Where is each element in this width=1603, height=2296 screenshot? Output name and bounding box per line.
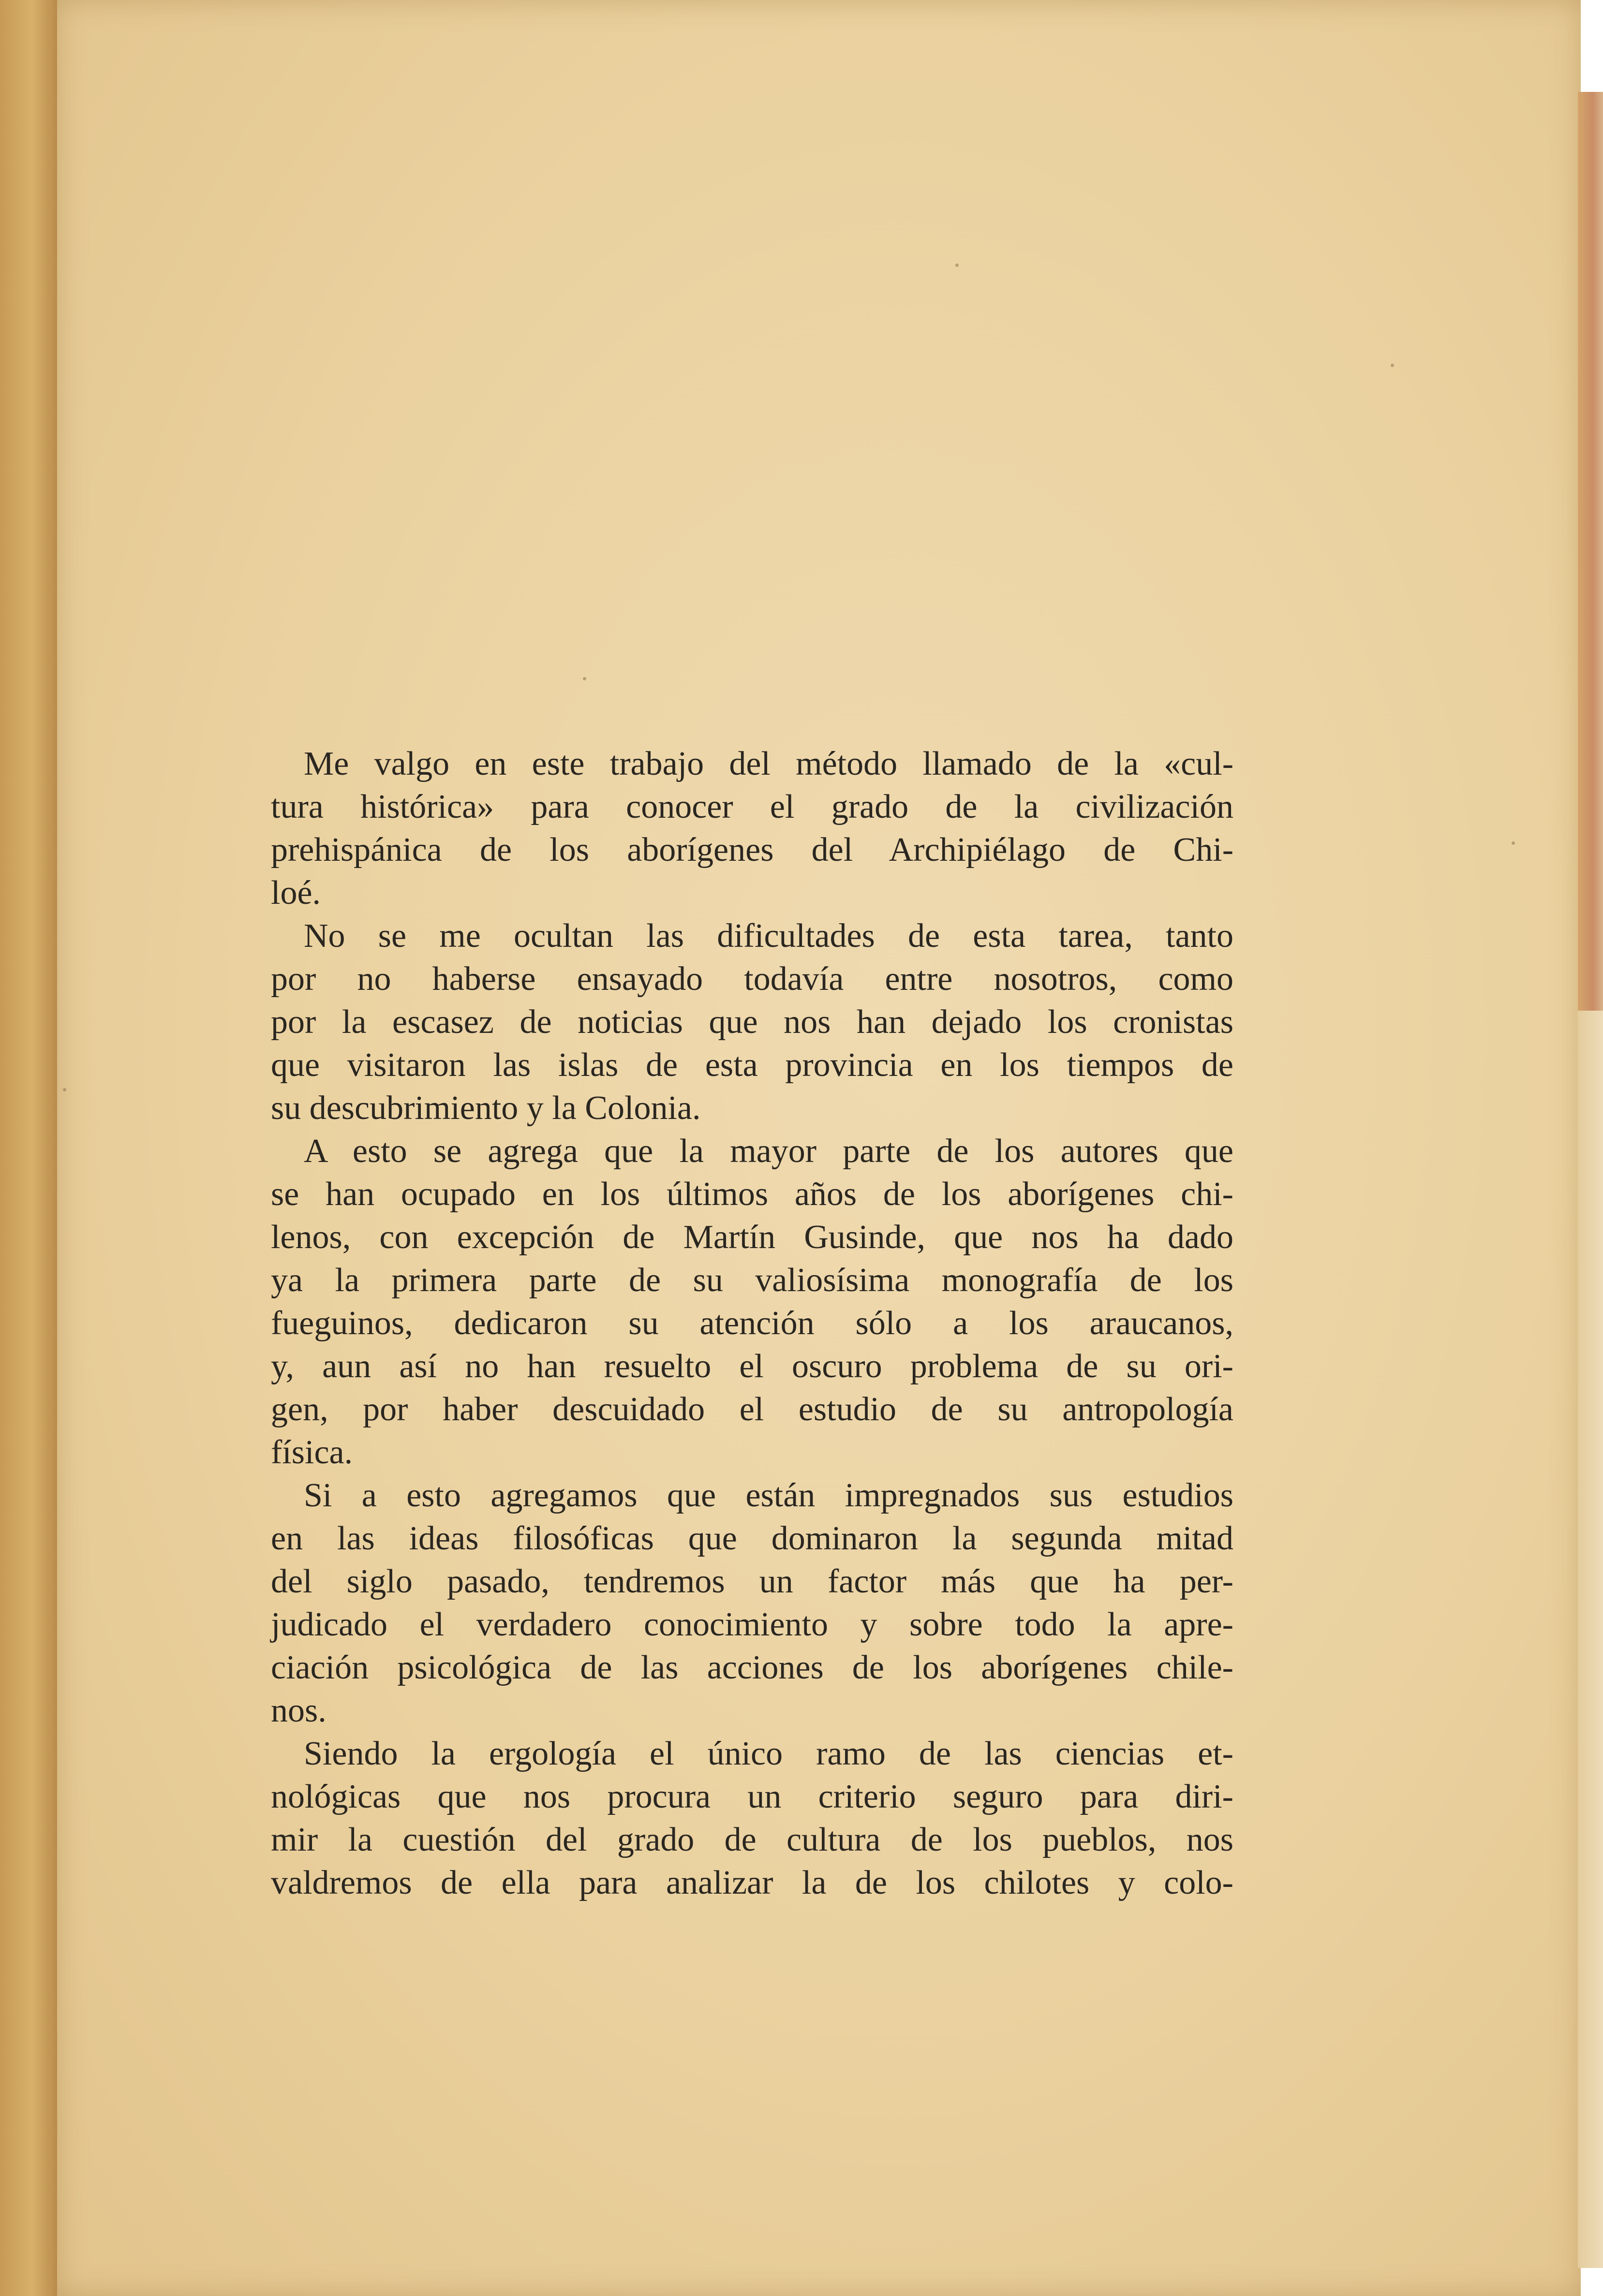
text-line: loé. — [271, 874, 321, 912]
paper-speck — [955, 264, 959, 267]
paper-speck — [1512, 841, 1515, 845]
text-line: su descubrimiento y la Colonia. — [271, 1089, 701, 1127]
text-line: Me valgo en este trabajo del método llamado de la «cul- — [304, 745, 1233, 782]
text-line: Siendo la ergología el único ramo de las ciencias et- — [304, 1735, 1233, 1772]
paper-speck — [1391, 364, 1394, 367]
text-line: valdremos de ella para analizar la de los chilotes y colo- — [271, 1864, 1233, 1901]
text-line: del siglo pasado, tendremos un factor más que ha per- — [271, 1563, 1233, 1600]
text-line: lenos, con excepción de Martín Gusinde, que nos ha dado — [271, 1219, 1233, 1256]
text-line: No se me ocultan las dificultades de esta tarea, tanto — [304, 917, 1233, 955]
text-line: física. — [271, 1434, 353, 1471]
paper-speck — [63, 1088, 66, 1091]
text-line: por no haberse ensayado todavía entre nosotros, como — [271, 960, 1233, 998]
text-line: gen, por haber descuidado el estudio de su antropología — [271, 1391, 1233, 1428]
text-line: mir la cuestión del grado de cultura de los pueblos, nos — [271, 1821, 1233, 1858]
text-line: nológicas que nos procura un criterio seguro para diri- — [271, 1778, 1233, 1815]
body-text — [271, 742, 1233, 1904]
text-line: fueguinos, dedicaron su atención sólo a los araucanos, — [271, 1305, 1233, 1342]
text-line: nos. — [271, 1692, 327, 1729]
paper-speck — [583, 677, 586, 680]
text-line: Si a esto agregamos que están impregnados sus estudios — [304, 1477, 1233, 1514]
text-line: en las ideas filosóficas que dominaron la segunda mitad — [271, 1520, 1233, 1557]
text-line: tura histórica» para conocer el grado de la civilización — [271, 788, 1233, 825]
text-line: y, aun así no han resuelto el oscuro problema de su ori- — [271, 1348, 1233, 1385]
text-line: ciación psicológica de las acciones de los aborígenes chile- — [271, 1649, 1233, 1686]
text-line: judicado el verdadero conocimiento y sobre todo la apre- — [271, 1606, 1233, 1643]
text-line: que visitaron las islas de esta provincia en los tiempos de — [271, 1046, 1233, 1084]
page-edge — [1578, 1011, 1603, 2268]
text-line: por la escasez de noticias que nos han dejado los cronistas — [271, 1003, 1233, 1041]
binding-edge — [0, 0, 58, 2296]
page-edge-stain — [1578, 92, 1603, 1011]
text-line: prehispánica de los aborígenes del Archipiélago de Chi- — [271, 831, 1233, 868]
text-line: se han ocupado en los últimos años de los aborígenes chi- — [271, 1176, 1233, 1213]
text-line: A esto se agrega que la mayor parte de los autores que — [304, 1133, 1233, 1170]
text-line: ya la primera parte de su valiosísima monografía de los — [271, 1262, 1233, 1299]
